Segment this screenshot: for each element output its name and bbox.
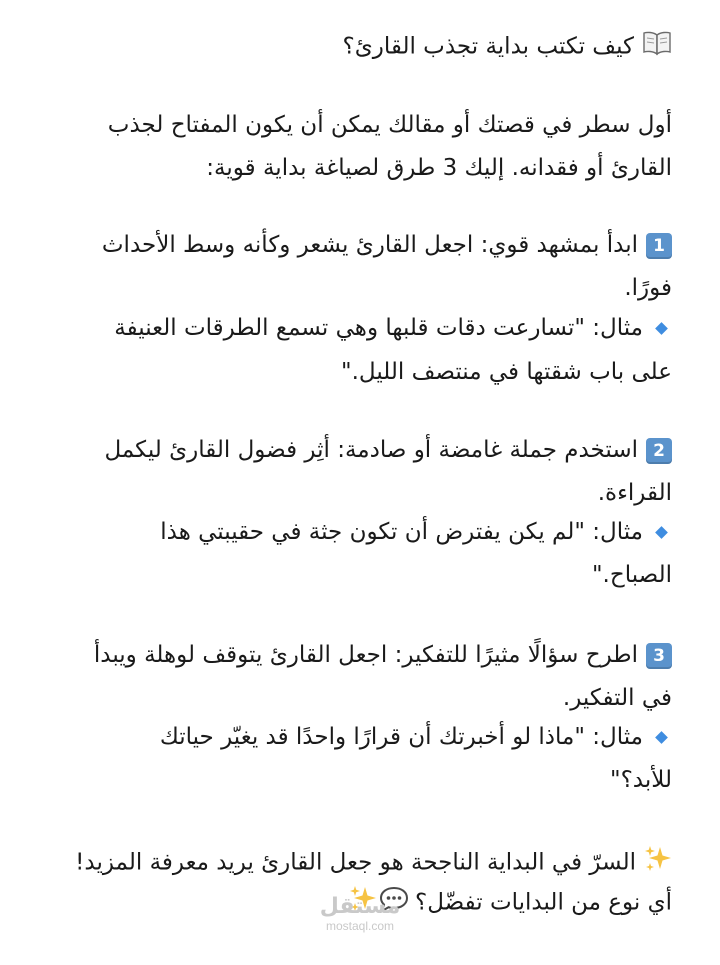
intro-line-2: القارئ أو فقدانه. إليك 3 طرق لصياغة بداية قوية: (206, 155, 672, 181)
tip-3-line-1 (40, 640, 672, 670)
post-title (40, 30, 672, 64)
tip-2-line-2: القراءة. (597, 480, 672, 506)
watermark-latin: mostaql.com (325, 919, 395, 933)
tip-2-text: استخدم جملة غامضة أو صادمة: أثِر فضول القارئ ليكمل (104, 437, 638, 463)
tip-3-example-line-1 (40, 722, 672, 752)
tip-1-example-text: مثال: "تسارعت دقات قلبها وهي تسمع الطرقات العنيفة (114, 315, 643, 341)
outro-line-1 (40, 845, 672, 881)
tip-3-line-2: في التفكير. (562, 685, 672, 711)
open-book-icon (642, 30, 672, 64)
blue-diamond-icon (655, 731, 668, 744)
tip-1-line-1 (40, 230, 672, 260)
blue-diamond-icon (655, 322, 668, 335)
tip-3-example-text: مثال: "ماذا لو أخبرتك أن قرارًا واحدًا قد يغيّر حياتك (159, 724, 643, 750)
keycap-3-icon: 3 (646, 643, 672, 669)
sparkles-icon (644, 845, 672, 881)
tip-1-text: ابدأ بمشهد قوي: اجعل القارئ يشعر وكأنه وسط الأحداث (101, 232, 638, 258)
tip-2-line-1 (40, 435, 672, 465)
tip-1-example-line-2: على باب شقتها في منتصف الليل." (341, 359, 672, 385)
outro-text-1: السرّ في البداية الناجحة هو جعل القارئ يريد معرفة المزيد! (75, 849, 636, 876)
outro-text-2: أي نوع من البدايات تفضّل؟ (415, 889, 672, 916)
title-text: كيف تكتب بداية تجذب القارئ؟ (342, 33, 634, 60)
intro-line-1: أول سطر في قصتك أو مقالك يمكن أن يكون المفتاح لجذب (107, 112, 672, 138)
blue-diamond-icon (655, 526, 668, 539)
tip-2-example-line-1 (40, 517, 672, 547)
tip-1-example-line-1 (40, 313, 672, 343)
mostaql-watermark (315, 895, 405, 933)
tip-2-example-line-2: الصباح." (591, 562, 672, 588)
keycap-1-icon: 1 (646, 233, 672, 259)
tip-3-text: اطرح سؤالًا مثيرًا للتفكير: اجعل القارئ يتوقف لوهلة ويبدأ (93, 642, 638, 668)
tip-1-line-2: فورًا. (624, 275, 672, 301)
watermark-arabic: مستقل (319, 894, 401, 919)
tip-3-example-line-2: للأبد؟" (610, 767, 672, 793)
keycap-2-icon: 2 (646, 438, 672, 464)
tip-2-example-text: مثال: "لم يكن يفترض أن تكون جثة في حقيبتي هذا (160, 519, 643, 545)
